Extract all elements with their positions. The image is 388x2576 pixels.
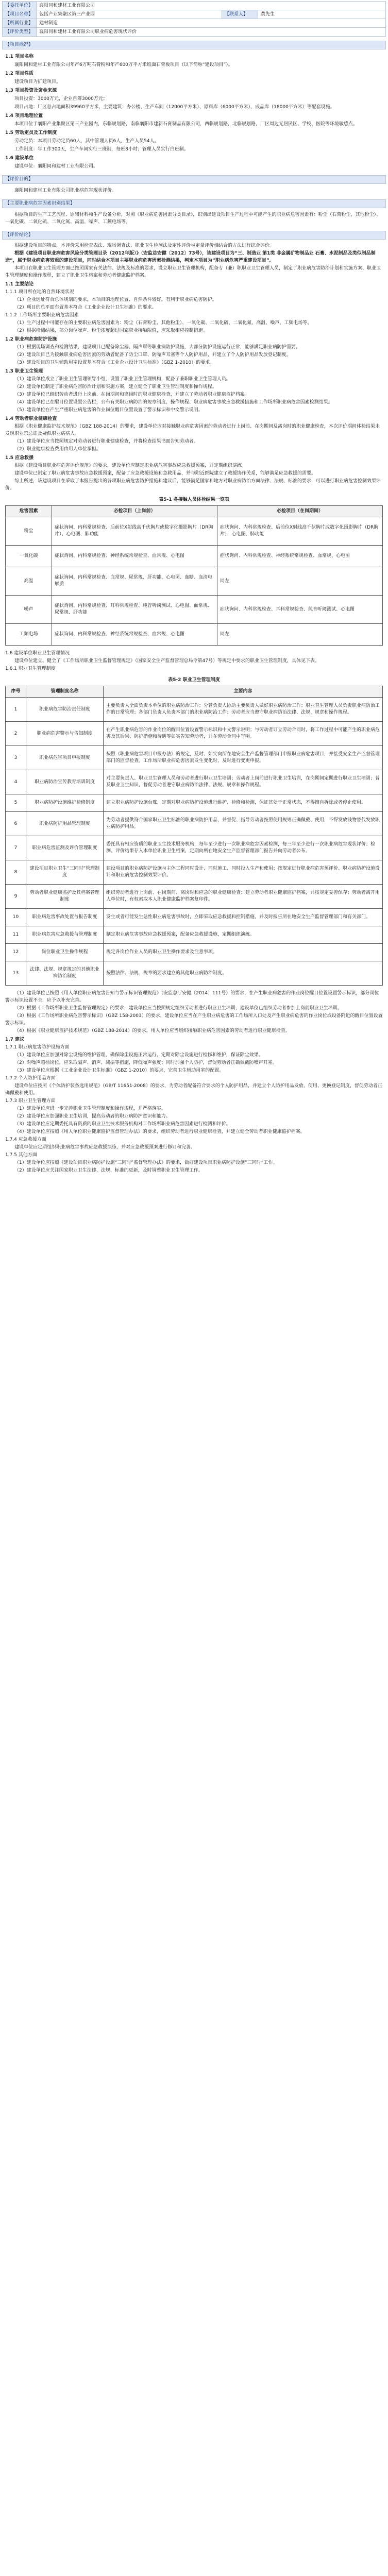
paragraph: （3）建设单位应根据《工业企业设计卫生标准》（GBZ 1-2010）的要求，完善卫生辅助用室的配置。 bbox=[14, 1068, 224, 1073]
column-header: 危害因素 bbox=[6, 506, 52, 517]
hazard-identification bbox=[2, 208, 386, 227]
project-overview-header: 【项目概况】 bbox=[2, 41, 386, 49]
table-cell: 症状询问、内科常规检查、神经系统常规检查、血常规、心电图 bbox=[217, 546, 383, 567]
table-cell: 职业病防治宣传教育培训制度 bbox=[26, 770, 104, 794]
section-heading: 1.4 项目地理位置 bbox=[5, 113, 43, 118]
closing-notes bbox=[5, 990, 383, 1174]
paragraph: 建设单位应按照《个体防护装备选用规范》（GB/T 11651-2008）的要求，为劳动者配备符合要求的个人防护用品，并建立个人防护用品发放、使用、更换登记制度，督促劳动者正确佩戴和使用。 bbox=[5, 1083, 382, 1096]
paragraph: 根据《职业健康监护技术规范》（GBZ 188-2014）的要求，建设单位应对接触职业病危害因素的劳动者进行上岗前、在岗期间及离岗时的职业健康检查，本次评价期间体检结果未发现职业禁忌证及疑似职业病病人。 bbox=[5, 424, 380, 436]
paragraph: （2）根据检测结果，部分岗位噪声、粉尘浓度超过国家职业接触限值，应采取相应控制措施。 bbox=[14, 328, 208, 333]
type-value: 襄阳同和建材工业有限公司职业病危害现状评价 bbox=[37, 28, 386, 37]
paragraph: （2）根据《工作场所职业卫生监督管理规定》的要求，建设单位应当按照规定组织劳动者进行职业卫生培训，建设单位已组织劳动者参加上岗前职业卫生培训。 bbox=[14, 1006, 342, 1011]
client-label: 【委托单位】 bbox=[3, 2, 37, 10]
section-heading: 1.3 职业卫生管理 bbox=[5, 369, 43, 374]
table-row bbox=[6, 722, 383, 746]
table-cell: 组织劳动者进行上岗前、在岗期间、离岗时和应急的职业健康检查；建立劳动者职业健康监护档案，并按规定妥善保存；劳动者离开用人单位时，有权索取本人职业健康监护档案复印件。 bbox=[104, 885, 383, 909]
table-row bbox=[6, 517, 383, 546]
paragraph: 1.7.5 其他方面 bbox=[5, 1153, 37, 1158]
paragraph: （4）建设单位应按照《用人单位职业健康监护监督管理办法》的要求，组织劳动者进行职业健康检查，并建立健全劳动者职业健康监护档案。 bbox=[14, 1129, 305, 1134]
table-cell: 4 bbox=[6, 770, 26, 794]
paragraph: 建设单位建立、健全了《工作场所职业卫生监督管理规定》（国家安全生产监督管理总局令第47号）等规定中要求的职业卫生管理制度，具体见下表。 bbox=[14, 658, 319, 664]
client-value: 襄阳同和建材工业有限公司 bbox=[37, 2, 386, 10]
table-cell: 1 bbox=[6, 698, 26, 722]
table-cell: 3 bbox=[6, 746, 26, 770]
table-row bbox=[6, 926, 383, 944]
paragraph: 综上所述，该建设项目在采取了本报告提出的各项职业病危害防护措施和建议后，能够满足国家和地方对职业病防治方面法律、法规、标准的要求，可以进行职业病危害控制效果评价。 bbox=[5, 479, 381, 491]
health-check-table-body bbox=[6, 517, 383, 646]
table-cell: 工频电场 bbox=[6, 624, 52, 646]
table-row bbox=[6, 770, 383, 794]
table-cell: 职业病危害应急救援与管理制度 bbox=[26, 926, 104, 944]
column-header: 必检项目（上岗前） bbox=[52, 506, 217, 517]
table-cell: 主要负责人全面负责本单位的职业病防治工作；分管负责人协助主要负责人做好职业病防治工作；职业卫生管理人员负责职业病防治工作的日常管理；各部门负责人负责本部门的职业病防治工作；劳动者应当遵守职业病防治法律、法规、规章和操作规程。 bbox=[104, 698, 383, 722]
project-overview bbox=[2, 49, 386, 171]
table-cell: 规定各岗位作业人员的职业卫生操作要求及注意事项。 bbox=[104, 944, 383, 961]
contact-label: 【联系人】 bbox=[222, 10, 258, 19]
paragraph: （1）企业选址符合总体规划的要求，本项目的地理位置、自然条件较好，有利于职业病危害防护。 bbox=[14, 297, 217, 302]
table-cell: 症状询问、内科常规检查、后前位X射线高千伏胸片或数字化摄影胸片（DR胸片）、心电图、肺功能 bbox=[217, 517, 383, 546]
management-system-table-body bbox=[6, 698, 383, 986]
section-heading: 1.2 职业病危害防护设施 bbox=[5, 337, 57, 342]
table-cell: 12 bbox=[6, 944, 26, 961]
hazard-identification-header: 【主要职业病危害因素识别结果】 bbox=[2, 199, 386, 208]
table-cell: 对主要负责人、职业卫生管理人员和劳动者进行职业卫生培训；劳动者上岗前进行职业卫生培训，在岗期间定期进行职业卫生培训；普及职业卫生知识，督促劳动者遵守职业病防治法律、法规、规章和操作规程。 bbox=[104, 770, 383, 794]
table-cell: 建设项目职业卫生“三同时”管理制度 bbox=[26, 860, 104, 885]
paragraph: （2）项目的总平面布置基本符合《工业企业设计卫生标准》的要求。 bbox=[14, 305, 157, 310]
paragraph: （3）建设项目的卫生辅助用室设置基本符合《工业企业设计卫生标准》（GBZ 1-2010）的要求。 bbox=[14, 360, 215, 365]
report-page bbox=[0, 1, 388, 1181]
table-cell: 9 bbox=[6, 885, 26, 909]
table-cell: 制定职业病危害事故应急救援预案，配备应急救援设施，定期组织演练。 bbox=[104, 926, 383, 944]
paragraph: 建设单位已制定了职业病危害事故应急救援预案，配备了应急救援设施和急救用品，并与附近医院建立了救援协作关系，能够满足应急救援的需要。 bbox=[14, 471, 316, 476]
column-header: 必检项目（在岗期间） bbox=[217, 506, 383, 517]
paragraph: （2）建设单位制定了职业病危害防治计划和实施方案，建立健全了职业卫生管理制度和操作规程。 bbox=[14, 384, 217, 389]
section-heading: 1.1 项目名称 bbox=[5, 54, 34, 59]
evaluation-conclusion bbox=[2, 240, 386, 1175]
paragraph: （2）建设单位应加强职业卫生培训，提高劳动者的职业病防护意识和能力。 bbox=[14, 1114, 171, 1119]
table-cell: 劳动者职业健康监护及其档案管理制度 bbox=[26, 885, 104, 909]
table-cell: 按照《职业病危害项目申报办法》的规定，及时、如实向所在地安全生产监督管理部门申报职业病危害项目，并接受安全生产监督管理部门的监督检查。工作场所职业病危害因素发生变化时，及时进行变更申报。 bbox=[104, 746, 383, 770]
paragraph: （3）建设单位已组织劳动者进行上岗前、在岗期间和离岗时的职业健康检查，并建立了劳动者职业健康监护档案。 bbox=[14, 392, 249, 397]
table-cell: 症状询问、内科常规检查、血常规、尿常规、肝功能、心电图、血糖、血清电解质 bbox=[52, 567, 217, 596]
section-heading: 1.5 劳动定员及工作制度 bbox=[5, 130, 57, 135]
table-row bbox=[6, 624, 383, 646]
section-heading: 1.3 项目投资及资金来源 bbox=[5, 88, 57, 93]
table-cell: 10 bbox=[6, 909, 26, 926]
paragraph: （1）建设单位应加强对除尘设施的维护管理，确保除尘设施正常运行，定期对除尘设施进行检修和维护，保证除尘效果。 bbox=[14, 1053, 263, 1058]
table-cell: 症状询问、内科常规检查、神经系统常规检查、血常规、心电图 bbox=[52, 624, 217, 646]
paragraph: （3）根据《工作场所职业病危害警示标识》（GBZ 158-2003）的要求，建设单位应当在产生职业病危害的工作场所入口处及产生职业病危害的作业岗位或设备附近的醒目位置设置警示标识。 bbox=[5, 1013, 383, 1026]
section-heading: 1.1 主要结论 bbox=[5, 282, 34, 287]
table-cell: 为劳动者提供符合国家职业卫生标准的职业病防护用品，并督促、指导劳动者按照使用规则正确佩戴、使用，不得发放钱物替代发放职业病防护用品。 bbox=[104, 812, 383, 836]
paragraph: 工作制度：年工作300天，生产车间实行三班制，每班8小时；管理人员实行白班制。 bbox=[14, 147, 189, 152]
table-row bbox=[6, 860, 383, 885]
paragraph: （1）建设单位应进一步完善职业卫生管理制度和操作规程，并严格落实。 bbox=[14, 1106, 166, 1111]
table-row bbox=[6, 546, 383, 567]
table-row bbox=[6, 909, 383, 926]
project-value: 包括产业集聚区第三产业园 bbox=[37, 10, 222, 19]
key-conclusion: 根据《建设项目职业病危害风险分类管理目录（2012年版）》（安监总安健〔2012〕73号），该建设项目为“三、制造业 第1类 非金属矿物制品业 石膏、水泥制品及类似制品制造”，属于职业病危害较重的建设项目，同时结合本项目主要职业病危害因素检测结果，判定本项目为“职业病危害严重建设项目”。 bbox=[5, 251, 376, 263]
column-header: 序号 bbox=[6, 686, 26, 698]
table-caption: 表5-2 职业卫生管理制度 bbox=[168, 677, 220, 683]
paragraph: 1.7.1 职业病危害防护设施方面 bbox=[5, 1045, 70, 1050]
table-cell: 11 bbox=[6, 926, 26, 944]
table-cell: 在产生职业病危害的作业岗位的醒目位置设置警示标识和中文警示说明；与劳动者订立劳动合同时，将工作过程中可能产生的职业病危害及其后果、防护措施和待遇等如实告知劳动者，并在劳动合同中写明。 bbox=[104, 722, 383, 746]
table-cell: 职业病防护用品管理制度 bbox=[26, 812, 104, 836]
paragraph: 襄阳同和建材工业有限公司职业病危害现状评价。 bbox=[14, 188, 117, 193]
paragraph: 根据项目的生产工艺流程、原辅材料和生产设备分析，对照《职业病危害因素分类目录》，识别出建设项目生产过程中可能产生的职业病危害因素有：粉尘（石膏粉尘、其他粉尘）、一氧化碳、二氧化硫、二氧化氮、高温、噪声、工频电场等。 bbox=[5, 212, 381, 225]
section-heading: 1.2 项目性质 bbox=[5, 71, 34, 76]
paragraph: 建设项目为扩建项目。 bbox=[14, 79, 61, 84]
table-cell: 症状询问、内科常规检查、耳科常规检查、纯音听阈测试、心电图 bbox=[217, 596, 383, 624]
table-cell: 职业病危害项目申报制度 bbox=[26, 746, 104, 770]
type-label: 【评价类型】 bbox=[3, 28, 37, 37]
table-cell: 职业病危害事故处置与报告制度 bbox=[26, 909, 104, 926]
health-check-table bbox=[5, 505, 383, 646]
paragraph: 1.1.1 项目所在地的自然环境状况 bbox=[5, 290, 74, 295]
table-row bbox=[6, 794, 383, 812]
table-row bbox=[6, 961, 383, 986]
table-cell: 职业病防护设施维护检修制度 bbox=[26, 794, 104, 812]
evaluation-purpose-header: 【评价目的】 bbox=[2, 175, 386, 184]
paragraph: （1）生产过程中可能存在的主要职业病危害因素为：粉尘（石膏粉尘、其他粉尘）、一氧化碳、二氧化硫、二氧化氮、高温、噪声、工频电场等。 bbox=[14, 320, 312, 326]
table-header-row bbox=[6, 506, 383, 517]
table-cell: 8 bbox=[6, 860, 26, 885]
evaluation-conclusion-header: 【评价结论】 bbox=[2, 231, 386, 240]
paragraph: 1.7.3 职业卫生管理方面 bbox=[5, 1098, 56, 1104]
paragraph: （5）建设单位在产生严重职业病危害的作业岗位醒目位置设置了警示标识和中文警示说明。 bbox=[14, 408, 203, 413]
table-cell: 法律、法规、规章规定的其他职业病防治制度 bbox=[26, 961, 104, 986]
paragraph: （1）建设单位应按照《建设项目职业病防护设施“三同时”监督管理办法》的要求，做好建设项目职业病防护设施“三同时”工作。 bbox=[14, 1160, 278, 1165]
section-heading: 1.4 劳动者职业健康检查 bbox=[5, 416, 57, 421]
table-cell: 6 bbox=[6, 812, 26, 836]
section-heading: 1.6 建设单位 bbox=[5, 156, 34, 161]
evaluation-purpose bbox=[2, 184, 386, 195]
paragraph: 建设单位：襄阳同和建材工业有限公司。 bbox=[14, 164, 98, 169]
paragraph: 1.6 建设单位职业卫生管理情况 bbox=[5, 651, 70, 656]
section-heading: 1.7 建议 bbox=[5, 1037, 25, 1042]
table-row bbox=[6, 944, 383, 961]
paragraph: 1.1.2 工作场所主要职业病危害因素 bbox=[5, 313, 79, 318]
paragraph: （1）建设单位已按照《用人单位职业病危害告知与警示标识管理规范》（安监总厅安健〔2014〕111号）的要求，在产生职业病危害的作业岗位醒目位置设置警示标识，部分岗位警示标识设置不全，应予以补充完善。 bbox=[5, 991, 379, 1003]
column-header: 主要内容 bbox=[104, 686, 383, 698]
table-cell: 7 bbox=[6, 836, 26, 860]
table-cell: 建设项目的职业病防护设施与主体工程同时设计、同时施工、同时投入生产和使用；按规定进行职业病危害预评价、职业病防护设施设计和职业病危害控制效果评价。 bbox=[104, 860, 383, 885]
table-row bbox=[6, 746, 383, 770]
paragraph: 1.7.4 应急救援方面 bbox=[5, 1137, 46, 1142]
table-cell: 13 bbox=[6, 961, 26, 986]
table-cell: 职业病危害防治责任制度 bbox=[26, 698, 104, 722]
table-row bbox=[6, 836, 383, 860]
paragraph: （2）对噪声超标岗位，应采取隔声、消声、减振等措施，降低噪声强度；同时加强个人防护，督促劳动者正确佩戴防噪声耳塞。 bbox=[14, 1060, 277, 1065]
paragraph: 1.6.1 职业卫生管理制度 bbox=[5, 666, 56, 671]
paragraph: （1）建设单位成立了职业卫生管理领导小组，设置了职业卫生管理机构，配备了兼职职业卫生管理人员。 bbox=[14, 377, 231, 382]
paragraph: 项目占地：厂区总占地面积39960平方米，主要建筑：办公楼、生产车间（12000平方米）、原料库（6000平方米）、成品库（18000平方米）等配套设施。 bbox=[14, 105, 335, 110]
table-cell: 粉尘 bbox=[6, 517, 52, 546]
table-cell: 职业病危害警示与告知制度 bbox=[26, 722, 104, 746]
table-caption: 表5-1 各接触人员体检结果一览表 bbox=[159, 497, 229, 502]
table-cell: 岗位职业卫生操作规程 bbox=[26, 944, 104, 961]
table-row bbox=[6, 567, 383, 596]
table-cell: 一氧化碳 bbox=[6, 546, 52, 567]
table-row bbox=[6, 885, 383, 909]
paragraph: 项目投资：3000万元，企业自筹3000万元； bbox=[14, 96, 108, 101]
paragraph: （2）职业健康检查费用由用人单位承担。 bbox=[14, 447, 101, 452]
paragraph: 劳动定员：本项目劳动定员60人，其中管理人员6人，生产人员54人。 bbox=[14, 139, 159, 144]
paragraph: 本项目位于襄阳产业集聚区第三产业园内，东临规划路，南临襄阳市建新石膏制品有限公司，西临规划路，北临规划路，厂区周边无居民区、学校、医院等环境敏感点。 bbox=[14, 122, 358, 127]
table-row bbox=[6, 698, 383, 722]
table-cell: 噪声 bbox=[6, 596, 52, 624]
paragraph: （4）建设单位已在醒目位置设置公告栏，公布有关职业病防治的规章制度、操作规程、职业病危害事故应急救援措施和工作场所职业病危害因素检测结果。 bbox=[14, 400, 333, 405]
paragraph: （2）建设项目已为接触职业病危害因素的劳动者配备了防尘口罩、防噪声耳塞等个人防护用品，并建立了个人防护用品发放登记制度。 bbox=[14, 352, 291, 358]
table-cell: 同左 bbox=[217, 567, 383, 596]
table-cell: 症状询问、内科常规检查、后前位X射线高千伏胸片或数字化摄影胸片（DR胸片）、心电图、肺功能 bbox=[52, 517, 217, 546]
contact-value: 黄先生 bbox=[258, 10, 386, 19]
table-cell: 发生或者可能发生急性职业病危害事故时，立即采取应急救援和控制措施，并及时报告所在地安全生产监督管理部门和有关部门。 bbox=[104, 909, 383, 926]
table-cell: 职业病危害监测及评价管理制度 bbox=[26, 836, 104, 860]
table-cell: 建立职业病防护设施台账，定期对职业病防护设施进行维护、检修和检测，保证其处于正常状态，不得擅自拆除或者停止使用。 bbox=[104, 794, 383, 812]
project-label: 【项目名称】 bbox=[3, 10, 37, 19]
paragraph: （1）根据现场调查和检测结果，建设项目已配备除尘器、隔声罩等职业病防护设施，大部分防护设施运行正常，能够满足职业病防护需要。 bbox=[14, 345, 300, 350]
table-row bbox=[6, 812, 383, 836]
report-info-table bbox=[2, 1, 386, 37]
paragraph: （4）根据《职业健康监护技术规范》（GBZ 188-2014）的要求，用人单位应当组织接触职业病危害因素的劳动者进行职业健康检查。 bbox=[14, 1028, 290, 1033]
table-cell: 高温 bbox=[6, 567, 52, 596]
industry-value: 建材制造 bbox=[37, 19, 386, 28]
paragraph: 襄阳同和建材工业有限公司年产6万吨石膏粉和年产600万平方米纸面石膏板项目（以下简称“建设项目”）。 bbox=[14, 62, 233, 67]
table-header-row bbox=[6, 686, 383, 698]
table-row bbox=[6, 596, 383, 624]
management-system-table bbox=[5, 686, 383, 986]
table-cell: 5 bbox=[6, 794, 26, 812]
table-cell: 同左 bbox=[217, 624, 383, 646]
column-header: 管理制度名称 bbox=[26, 686, 104, 698]
table-cell: 按照法律、法规、规章的要求建立的其他职业病防治制度。 bbox=[104, 961, 383, 986]
industry-label: 【所属行业】 bbox=[3, 19, 37, 28]
paragraph: （3）建设单位应定期委托具有资质的职业卫生技术服务机构对工作场所职业病危害因素进行检测和评价。 bbox=[14, 1122, 231, 1127]
paragraph: 建设单位应定期组织职业病危害事故应急救援演练，并对应急救援预案进行修订和完善。 bbox=[14, 1145, 196, 1150]
paragraph: 根据《建设项目职业病危害评价规范》的要求，建设单位应制定职业病危害事故应急救援预案，并定期组织演练。 bbox=[14, 463, 247, 468]
table-cell: 症状询问、内科常规检查、神经系统常规检查、血常规、心电图 bbox=[52, 546, 217, 567]
paragraph: （2）建设单位应关注国家职业卫生法律、法规、标准的更新，及时调整职业卫生管理工作。 bbox=[14, 1168, 203, 1173]
table-cell: 症状询问、内科常规检查、耳科常规检查、纯音听阈测试、心电图、血常规、尿常规、肝功能 bbox=[52, 596, 217, 624]
table-cell: 委托具有相应资质的职业卫生技术服务机构，每年至少进行一次职业病危害因素检测，每三年至少进行一次职业病危害现状评价；检测、评价结果存入本单位职业卫生档案，定期向所在地安全生产监督管理部门报告并向劳动者公布。 bbox=[104, 836, 383, 860]
paragraph: （1）建设单位应当按照规定对劳动者进行职业健康检查，并将检查结果书面告知劳动者。 bbox=[14, 439, 198, 444]
table-cell: 2 bbox=[6, 722, 26, 746]
section-heading: 1.5 应急救援 bbox=[5, 455, 34, 461]
paragraph: 本项目在职业卫生管理方面已按照国家有关法律、法规及标准的要求，设立职业卫生管理机构，配备专（兼）职职业卫生管理人员，制定了职业病危害防治计划和实施方案、职业卫生管理制度和操作规程，建立了职业卫生档案和劳动者健康监护档案。 bbox=[5, 266, 381, 278]
paragraph: 1.7.2 个人防护用品方面 bbox=[5, 1076, 56, 1081]
paragraph: 根据建设项目的特点，本评价采用检查表法、现场调查法、职业卫生检测法及定性评价与定量评价相结合的方法进行综合评价。 bbox=[14, 243, 275, 248]
